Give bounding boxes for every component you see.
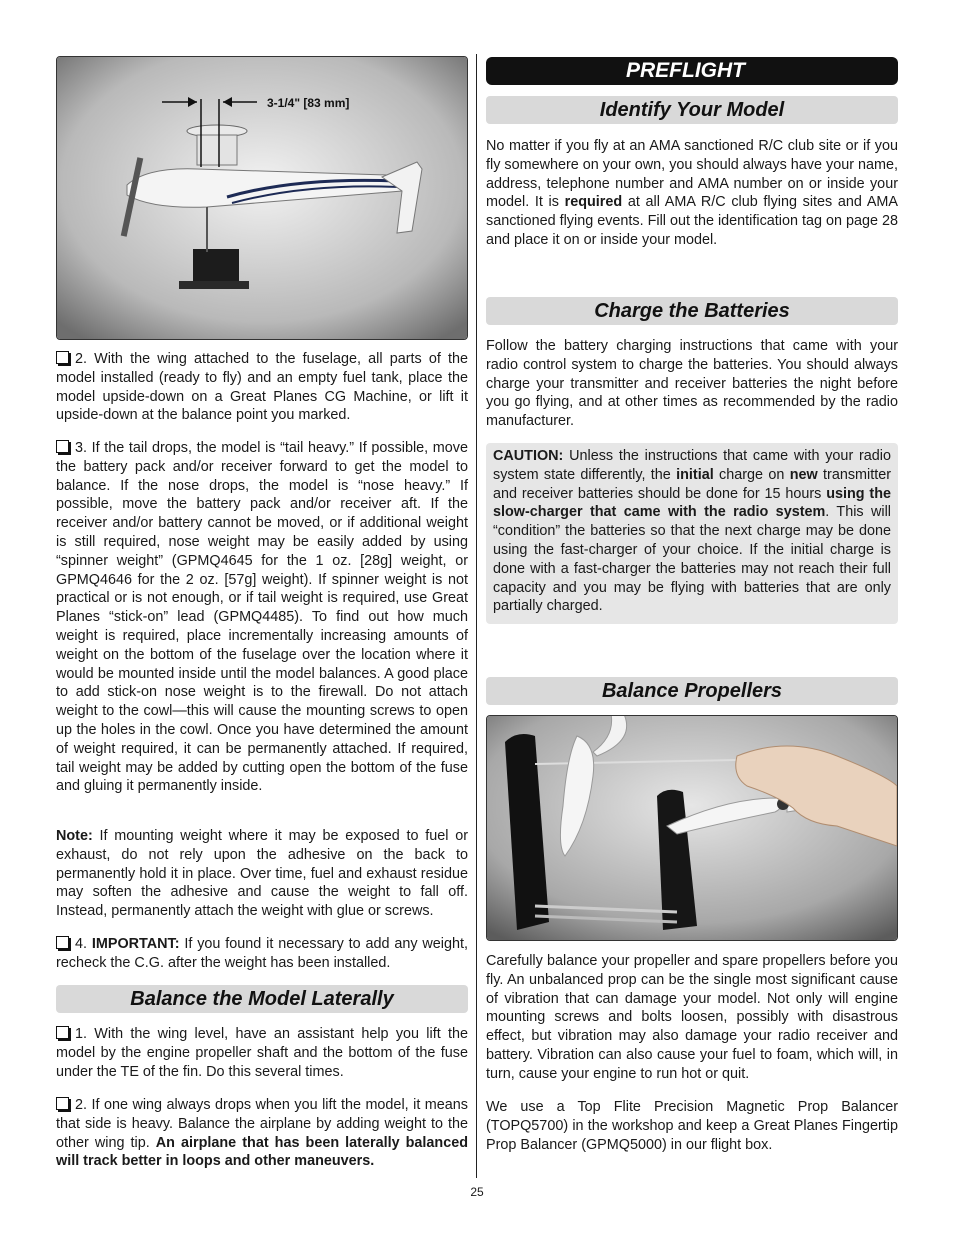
identify-paragraph <box>486 137 898 250</box>
caution-text-c: transmitter and receiver batteries should be done for 15 hours <box>493 466 891 502</box>
lateral-step-2 <box>56 1096 468 1171</box>
step-3-text: 3. If the tail drops, the model is “tail heavy.” If possible, move the battery pack and/or receiver forward to get the model to balance. If the nose drops, the model is “nose heavy.” If possible, move the battery pack and/or receiver aft. If the receiver and/or battery cannot be moved, or if additional weight is still required, nose weight may be easily added by using “spinner weight” (GPMQ4645 for the 1 oz. [28g] weight, or GPMQ4646 for the 2 oz. [57g] weight). If spinner weight is not practical or is not enough, or if tail weight is required, use Great Planes “stick-on” lead (GPMQ4485). To find out how much weight is required, place incrementally increasing amounts of weight on the bottom of the fuselage over the location where it would be mounted inside until the model balances. A good place to add stick-on nose weight is to the firewall. Do not attach weight to the cowl—this will cause the mounting screws to open up the holes in the cowl. Once you have determined the amount of weight required, it can be permanently attached. If required, tail weight may be added by cutting open the bottom of the fuse and gluing it permanently inside. <box>56 440 468 795</box>
checkbox-icon[interactable] <box>56 440 69 453</box>
lateral-step-2-text: 2. If one wing always drops when you lift the model, it means that side is heavy. Balance the airplane by adding weight to the other wing tip. <box>56 1097 468 1151</box>
step-2-text: 2. With the wing attached to the fuselage, all parts of the model installed (ready to fly) and an empty fuel tank, place the model upside-down on a Great Planes CG Machine, or lift it upside-down at the balance point you marked. <box>56 351 468 424</box>
identify-heading: Identify Your Model <box>486 96 898 124</box>
caution-text-a: Unless the instructions that came with your radio system state differently, the <box>493 448 891 483</box>
step-2-paragraph <box>56 350 468 425</box>
section-title: PREFLIGHT <box>486 57 898 85</box>
caution-initial: initial <box>676 466 714 483</box>
caution-paragraph <box>493 447 891 616</box>
caution-bold: using the slow-charger that came with the radio system <box>493 485 891 521</box>
step-3-paragraph <box>56 439 468 796</box>
caution-text-d: . This will “condition” the batteries so that the next charge may be done using the fast-charger of your choice. If the initial charge is done with a fast-charger the batteries may not reach their full capacity and you may be flying with batteries that are only partially charged. <box>493 504 892 615</box>
charge-heading: Charge the Batteries <box>486 297 898 325</box>
cg-photo <box>56 56 468 340</box>
step-4-label: IMPORTANT: <box>91 936 180 952</box>
identify-text-b: at all AMA R/C club flying sites and AMA sanctioned flying events. Fill out the identification tag on page 28 and place it on or inside your model. <box>486 194 899 248</box>
lateral-step-2-bold: An airplane that has been laterally balanced will track better in loops and other maneuvers. <box>56 1134 469 1170</box>
page-number: 25 <box>470 1185 484 1199</box>
identify-text-a: No matter if you fly at an AMA sanctioned R/C club site or if you fly somewhere on your own, you should always have your name, address, telephone number and AMA number on or inside your model. It is <box>486 138 898 211</box>
checkbox-icon[interactable] <box>56 1097 69 1110</box>
step-4-prefix: 4. <box>75 936 92 952</box>
topflite-paragraph: We use a Top Flite Precision Magnetic Prop Balancer (TOPQ5700) in the workshop and keep a Great Planes Fingertip Prop Balancer (GPMQ5000) in our flight box. <box>486 1099 898 1153</box>
checkbox-icon[interactable] <box>56 936 69 949</box>
caution-box <box>486 443 898 624</box>
checkbox-icon[interactable] <box>56 351 69 364</box>
column-divider <box>476 54 477 1178</box>
note-text: If mounting weight where it may be exposed to fuel or exhaust, do not rely upon the adhesive on the back to permanently hold it in place. Over time, fuel and exhaust residue may soften the adhesive and cause the weight to fall off. Instead, permanently attach the weight with glue or screws. <box>56 828 468 920</box>
lateral-step-1 <box>56 1025 468 1081</box>
identify-bold: required <box>564 194 623 211</box>
checkbox-icon[interactable] <box>56 1026 69 1039</box>
prop-balancer-photo <box>486 715 898 941</box>
caution-label: CAUTION: <box>493 448 564 464</box>
note-label: Note: <box>56 828 93 844</box>
prop-balancer-illustration <box>487 716 897 940</box>
caution-new: new <box>789 466 818 483</box>
airplane-illustration <box>57 57 467 339</box>
balance-heading: Balance Propellers <box>486 677 898 705</box>
charge-paragraph: Follow the battery charging instructions that came with your radio control system to charge the batteries. You should always charge your transmitter and receiver batteries the night before you go flying, and at other times as recommended by the radio manufacturer. <box>486 338 898 430</box>
note-paragraph <box>56 827 468 921</box>
photo-callout: 3-1/4" [83 mm] <box>267 96 350 110</box>
step-4-paragraph <box>56 935 468 973</box>
lateral-step-1-text: 1. With the wing level, have an assistant help you lift the model by the engine propeller shaft and the bottom of the fuse under the TE of the fin. Do this several times. <box>56 1026 468 1080</box>
lateral-heading: Balance the Model Laterally <box>56 985 468 1013</box>
balance-paragraph: Carefully balance your propeller and spare propellers before you fly. An unbalanced prop can be the single most significant cause of vibration that can damage your model. Not only will engine mounting screws and bolts loosen, possibly with disastrous effect, but vibration may also damage your radio receiver and battery. Vibration can also cause your fuel to foam, which will, in turn, cause your engine to run hot or quit. <box>486 953 898 1082</box>
caution-text-b: charge on <box>713 466 790 483</box>
step-4-text: If you found it necessary to add any weight, recheck the C.G. after the weight has been installed. <box>56 936 468 971</box>
